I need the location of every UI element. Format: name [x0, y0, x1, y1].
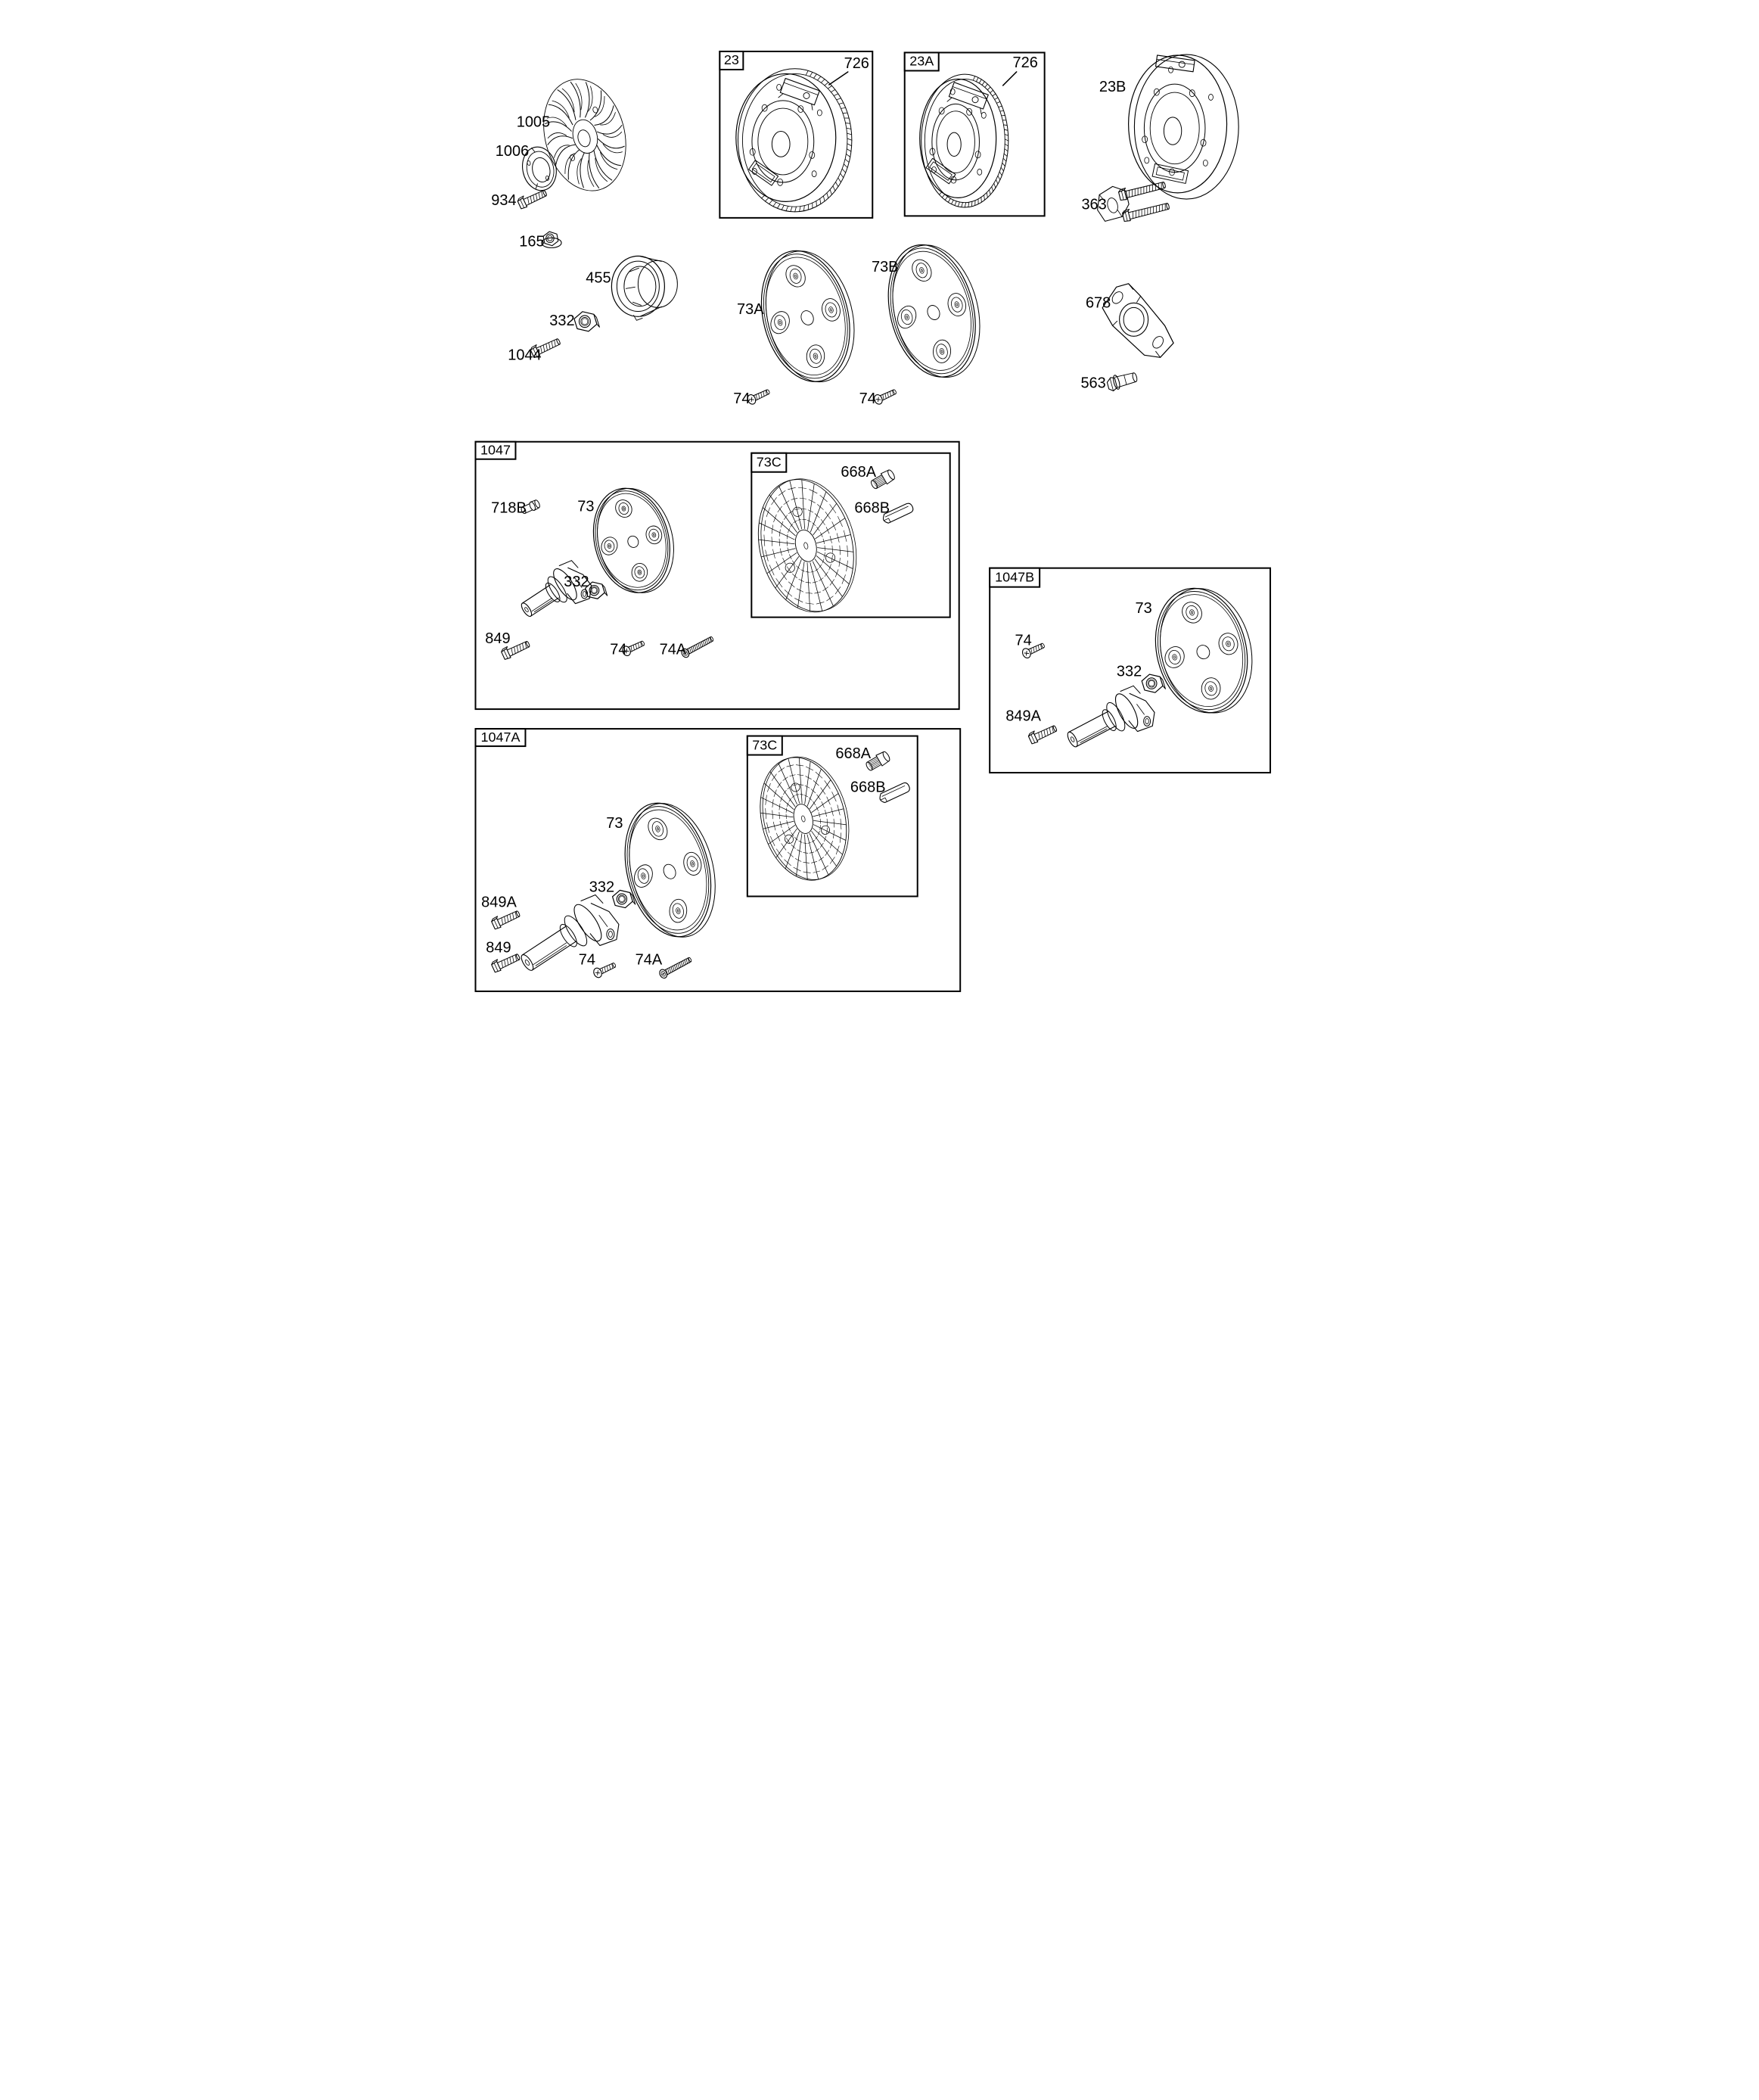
part-flywheel-23A — [919, 74, 1008, 207]
part-nut-332-2 — [612, 890, 635, 907]
part-number-label: 718B — [490, 499, 527, 517]
part-number-label: 668B — [850, 779, 886, 796]
shaft-body — [519, 894, 619, 972]
part-flywheel-23B — [1128, 54, 1238, 199]
part-number-label: 455 — [585, 269, 611, 287]
part-number-label: 73 — [576, 498, 595, 515]
part-cup-455 — [611, 256, 677, 320]
part-screw-74-2 — [592, 960, 617, 979]
box-label-73C: 73C — [751, 737, 777, 753]
part-number-label: 849A — [1005, 708, 1041, 725]
part-number-label: 332 — [549, 313, 575, 330]
flywheel-body — [735, 69, 851, 212]
box-1047A — [475, 729, 960, 991]
frame-boxes — [475, 51, 1270, 991]
part-number-label: 74 — [859, 390, 876, 408]
part-stud-563 — [1105, 370, 1138, 392]
part-nut-165 — [541, 232, 561, 247]
part-fanscreen-2 — [747, 748, 861, 889]
parts-diagram-page — [440, 0, 1319, 1050]
part-number-label: 726 — [1012, 54, 1038, 72]
part-number-label: 726 — [844, 55, 869, 73]
flywheel-body — [919, 74, 1008, 207]
part-number-label: 1044 — [507, 347, 542, 364]
part-number-label: 165 — [518, 233, 545, 250]
box-label-1047A: 1047A — [480, 729, 520, 745]
part-number-label: 1005 — [516, 114, 550, 131]
part-disc-73-3 — [1142, 577, 1264, 724]
part-number-label: 332 — [563, 573, 589, 590]
part-number-label: 73B — [871, 259, 899, 276]
part-number-label: 74A — [635, 951, 662, 969]
part-number-label: 668B — [853, 499, 890, 517]
part-fanscreen-1 — [744, 468, 869, 622]
part-number-label: 74 — [578, 951, 595, 969]
part-number-label: 363 — [1080, 196, 1107, 213]
part-bracket-678 — [1102, 284, 1173, 357]
box-label-23A: 23A — [909, 53, 934, 69]
shaft-body — [1065, 686, 1154, 748]
box-label-23: 23 — [723, 52, 739, 68]
part-number-label: 332 — [589, 879, 614, 896]
part-number-label: 23B — [1099, 79, 1126, 96]
part-number-label: 332 — [1116, 663, 1142, 680]
part-number-label: 73 — [1134, 599, 1152, 617]
part-number-label: 934 — [490, 192, 517, 210]
part-number-label: 563 — [1080, 375, 1106, 392]
part-number-label: 678 — [1085, 294, 1111, 312]
part-nut-332 — [573, 312, 598, 331]
part-number-label: 1006 — [495, 143, 529, 160]
parts — [490, 54, 1264, 979]
part-number-label: 73A — [736, 301, 764, 319]
part-bolt-849A-3 — [1027, 722, 1058, 744]
flywheel-body — [1128, 54, 1238, 199]
part-puller-363 — [1097, 179, 1170, 222]
box-label-1047B: 1047B — [994, 569, 1034, 585]
cup-body — [611, 256, 677, 320]
part-nut-332-3 — [1142, 674, 1165, 692]
part-screw-74-b — [872, 387, 897, 406]
exploded-parts-diagram — [440, 0, 1319, 1050]
part-number-label: 849A — [480, 894, 517, 911]
box-label-73C: 73C — [756, 454, 782, 470]
part-flywheel-23 — [735, 69, 851, 212]
leader-line-0 — [828, 72, 847, 85]
part-number-label: 74 — [732, 390, 750, 408]
part-number-label: 74 — [1015, 632, 1032, 649]
part-number-label: 74 — [609, 641, 627, 658]
part-number-label: 668A — [834, 745, 871, 762]
part-disc-73A — [748, 241, 867, 393]
part-number-label: 73 — [605, 814, 623, 832]
part-number-label: 849 — [485, 939, 511, 957]
part-shaft-2 — [519, 894, 619, 972]
box-1047 — [475, 442, 959, 709]
part-disc-73-2 — [611, 793, 728, 947]
part-shaft-3 — [1065, 686, 1154, 748]
part-screw-74A-2 — [657, 955, 692, 979]
leader-line-1 — [1002, 72, 1016, 86]
part-number-label: 668A — [840, 464, 876, 481]
leader-lines — [828, 72, 1016, 86]
part-number-label: 849 — [484, 630, 511, 647]
part-number-label: 74A — [659, 641, 686, 658]
part-bolt-849A-2 — [490, 907, 521, 929]
part-bolt-934 — [516, 187, 547, 210]
part-disc-73B — [875, 235, 992, 387]
box-label-1047: 1047 — [480, 442, 511, 458]
